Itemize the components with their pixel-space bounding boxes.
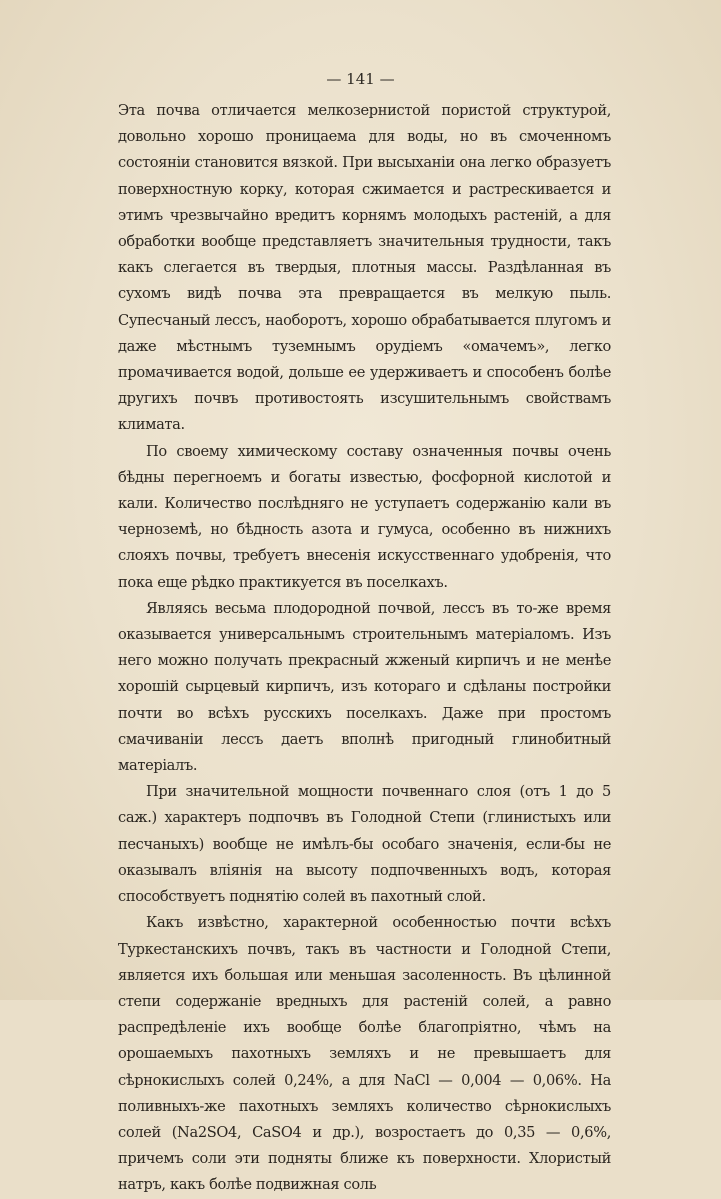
- body-text: [118, 98, 611, 1199]
- paragraph-loess-structure: Эта почва отличается мелкозернистой пористой структурой, довольно хорошо проницаема для воды, но въ смоченномъ состоянiи становится вязкой. При высыханiи она легко образуетъ поверхностную корку, которая сжимается и растрескивается и этимъ чрезвычайно вредитъ корнямъ молодыхъ растенiй, а для обработки вообще представляетъ значительныя трудности, такъ какъ слегается въ твердыя, плотныя массы. Раздѣланная въ сухомъ видѣ почва эта превращается въ мелкую пыль. Супесчаный лессъ, наоборотъ, хорошо обрабатывается плугомъ и даже мѣстнымъ туземнымъ орудiемъ «омачемъ», легко промачивается водой, дольше ее удерживаетъ и способенъ болѣе другихъ почвъ противостоять изсушительнымъ свойствамъ климата.: [118, 102, 611, 434]
- paragraph-building-material: Являясь весьма плодородной почвой, лессъ въ то-же время оказывается универсальнымъ строительнымъ матерiаломъ. Изъ него можно получать прекрасный жженый кирпичъ и не менѣе хорошiй сырцевый кирпичъ, изъ котораго и сдѣланы постройки почти во всѣхъ русскихъ поселкахъ. Даже при простомъ смачиванiи лессъ даетъ вполнѣ пригодный глинобитный матерiалъ.: [118, 599, 611, 775]
- paragraph-salinity: Какъ извѣстно, характерной особенностью почти всѣхъ Туркестанскихъ почвъ, такъ въ частности и Голодной Степи, является ихъ большая или меньшая засоленность. Въ цѣлинной степи содержанiе вредныхъ для растенiй солей, а равно распредѣленiе ихъ вообще болѣе благопрiятно, чѣмъ на орошаемыхъ пахотныхъ земляхъ и не превышаетъ для сѣрнокислыхъ солей 0,24%, а для NaCl — 0,004 — 0,06%. На поливныхъ-же пахотныхъ земляхъ количество сѣрнокислыхъ солей (Na2SO4, CaSO4 и др.), возростаетъ до 0,35 — 0,6%, причемъ соли эти подняты ближе къ поверхности. Хлористый натръ, какъ болѣе подвижная соль: [118, 914, 611, 1194]
- page-number: — 141 —: [326, 70, 395, 88]
- paragraph-subsoil: При значительной мощности почвеннаго слоя (отъ 1 до 5 саж.) характеръ подпочвъ въ Голодной Степи (глинистыхъ или песчаныхъ) вообще не имѣлъ-бы особаго значенiя, если-бы не оказывалъ влiянiя на высоту подпочвенныхъ водъ, которая способствуетъ поднятiю солей въ пахотный слой.: [118, 783, 611, 906]
- paragraph-chemical-composition: По своему химическому составу означенныя почвы очень бѣдны перегноемъ и богаты известью, фосфорной кислотой и кали. Количество послѣдняго не уступаетъ содержанiю кали въ черноземѣ, но бѣдность азота и гумуса, особенно въ нижнихъ слояхъ почвы, требуетъ внесенiя искусственнаго удобренiя, что пока еще рѣдко практикуется въ поселкахъ.: [118, 442, 611, 591]
